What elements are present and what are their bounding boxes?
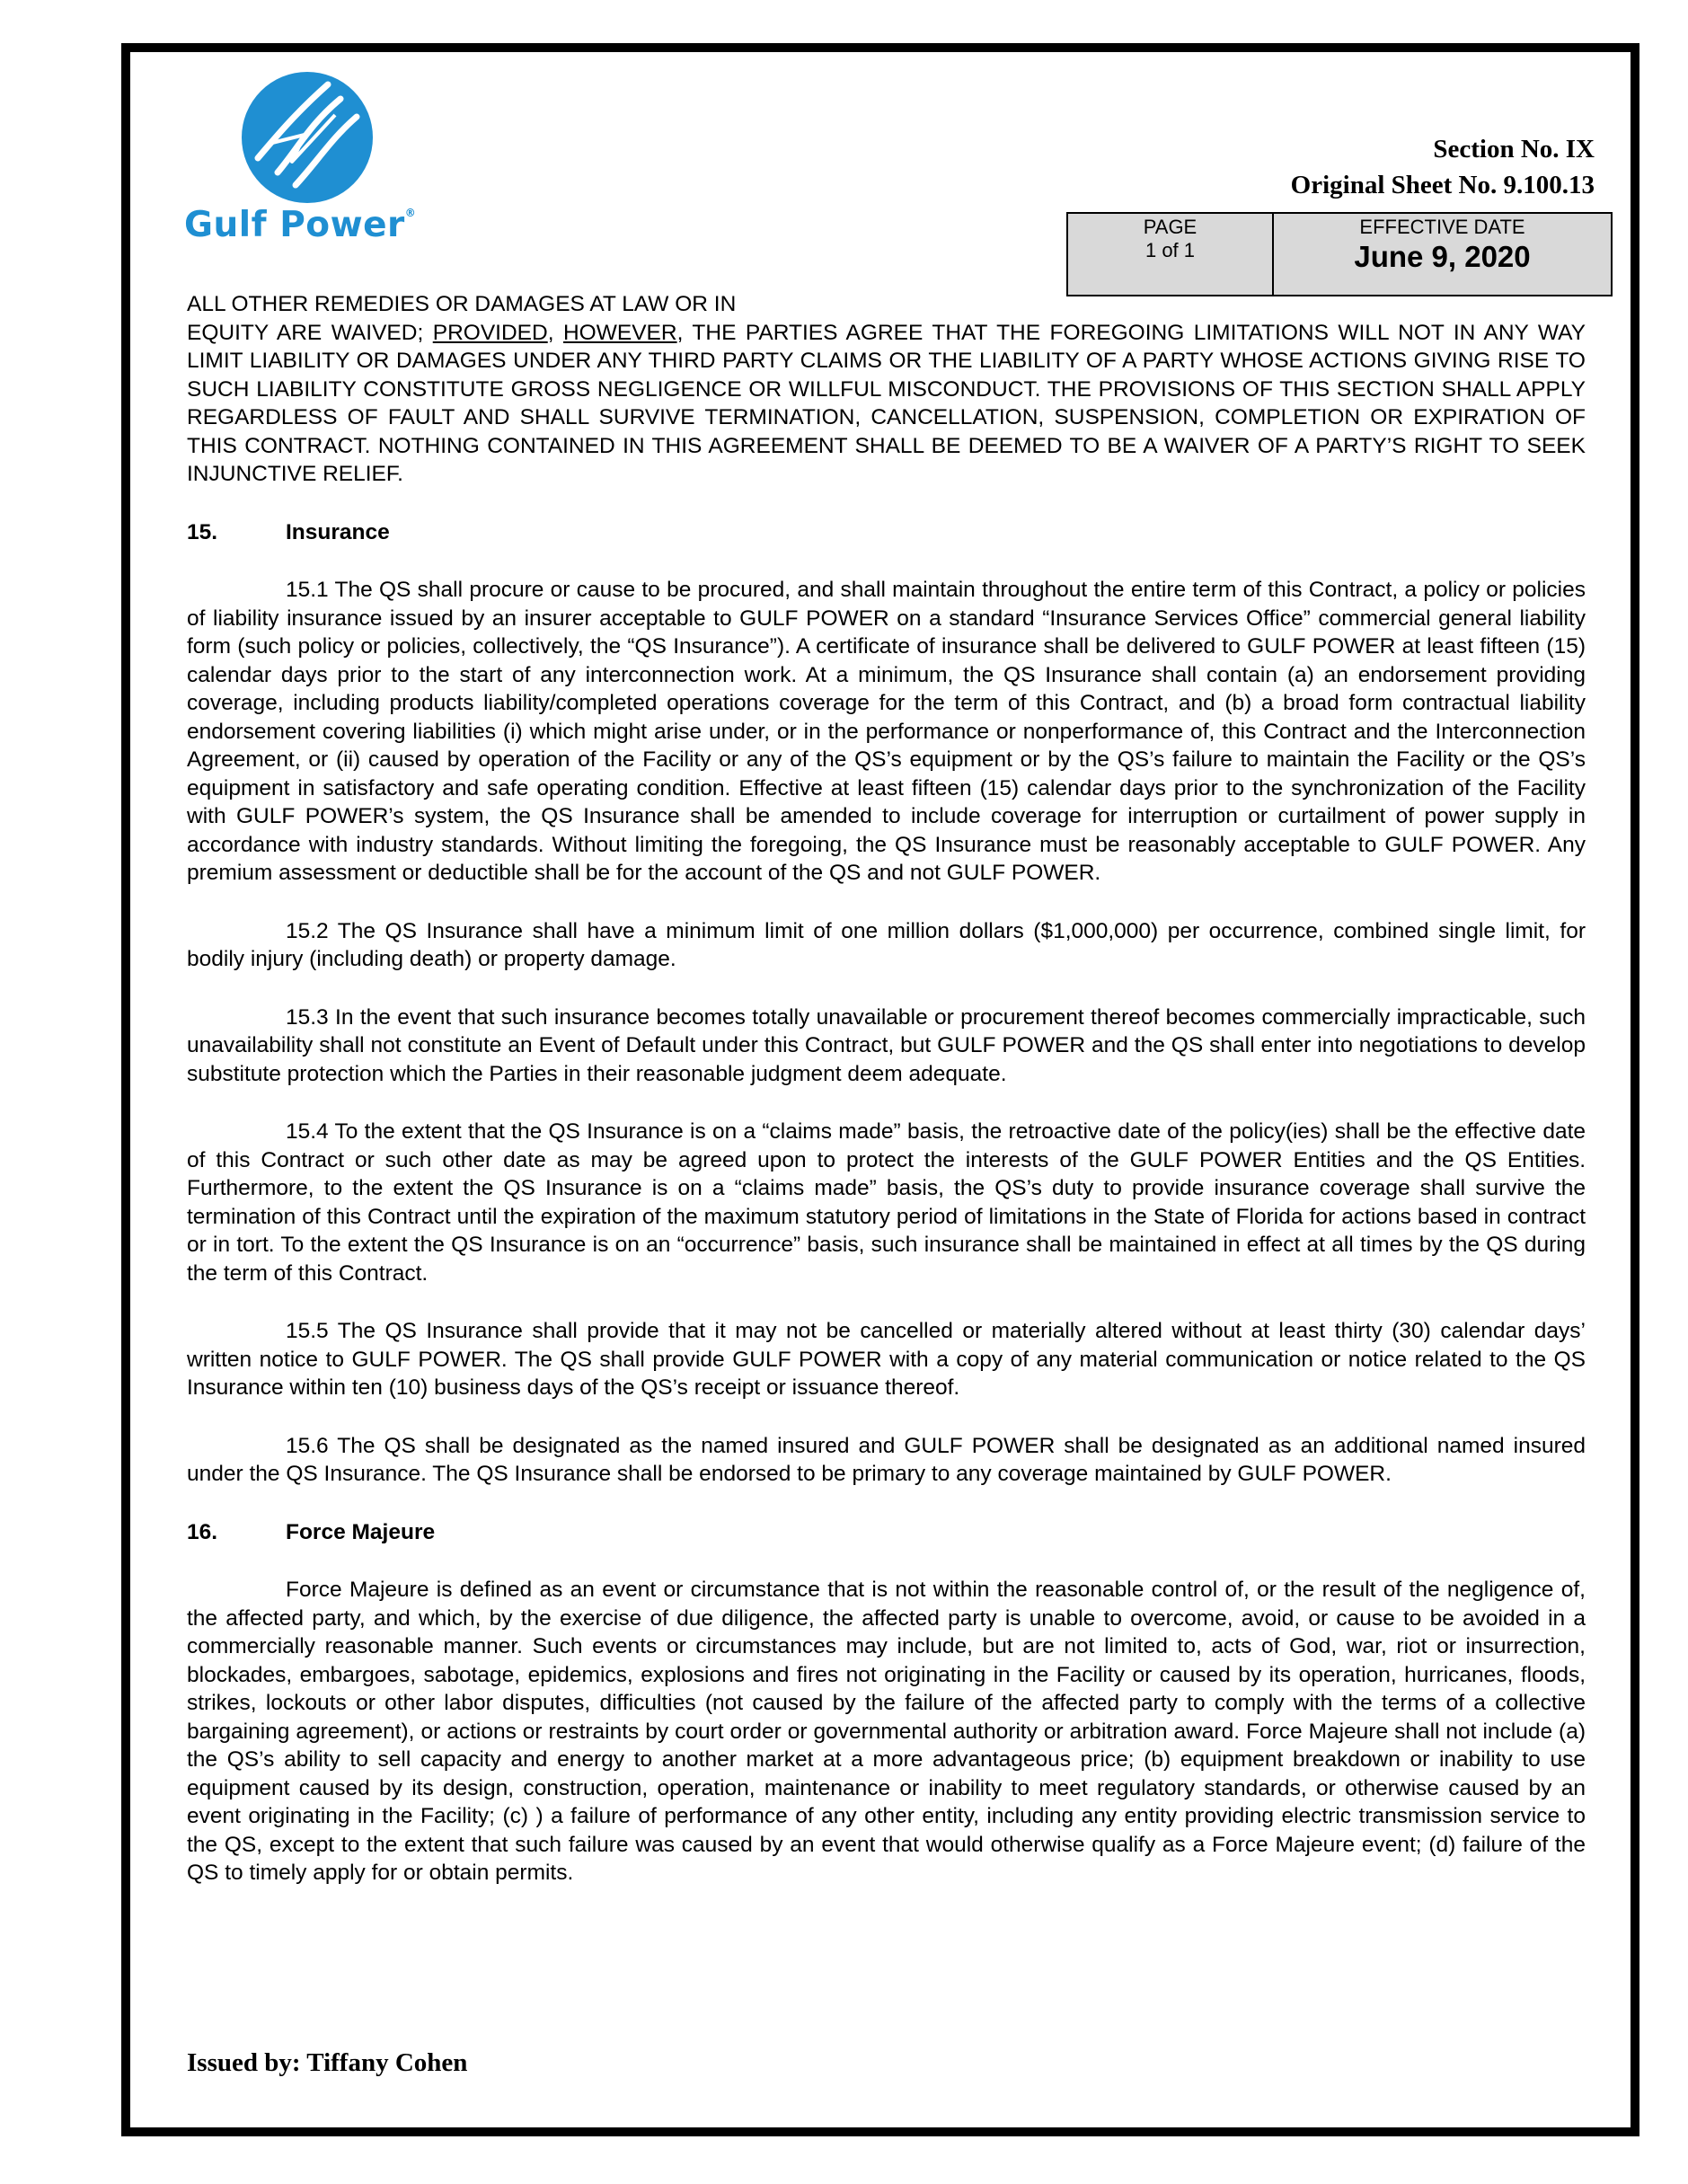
page-frame (121, 43, 1639, 2136)
however-term: HOWEVER (562, 320, 677, 345)
issued-by: Issued by: Tiffany Cohen (187, 2048, 468, 2077)
document-body (187, 290, 1586, 1888)
section-16-heading: 16. Force Majeure (187, 1519, 436, 1544)
page-info-table (1066, 212, 1613, 296)
paragraph-15-4: 15.4 To the extent that the QS Insurance is on a “claims made” basis, the retroactive date of the policy(ies) shall be the effective date of this Contract or such other date as may be agreed upon to protect the interests of the GULF POWER Entities and the QS Entities. Furthermore, to the extent the QS Insurance is on a “claims made” basis, the QS’s duty to provide insurance coverage shall survive the termination of this Contract until the expiration of the maximum statutory period of limitations in the State of Florida for actions based in contract or in tort. To the extent the QS Insurance is on an “occurrence” basis, such insurance shall be maintained in effect at all times by the QS during the term of this Contract. (187, 1119, 1586, 1286)
paragraph-15-2: 15.2 The QS Insurance shall have a minimum limit of one million dollars ($1,000,000) per occurrence, combined single limit, for bodily injury (including death) or property damage. (187, 918, 1586, 971)
section-number: Section No. IX (1433, 135, 1595, 164)
paragraph-15-5: 15.5 The QS Insurance shall provide that it may not be cancelled or materially altered without at least thirty (30) calendar days’ written notice to GULF POWER. The QS shall provide GULF POWER with a copy of any material communication or notice related to the QS Insurance within ten (10) business days of the QS’s receipt or issuance thereof. (187, 1319, 1586, 1400)
page-value: 1 of 1 (1144, 239, 1196, 261)
page-cell (1068, 214, 1274, 295)
page-label: PAGE (1143, 216, 1198, 238)
gulf-power-logo (184, 72, 561, 245)
effective-date-cell (1274, 214, 1611, 295)
provided-term: PROVIDED (432, 320, 548, 345)
effective-date-value: June 9, 2020 (1354, 240, 1531, 273)
paragraph-15-6: 15.6 The QS shall be designated as the named insured and GULF POWER shall be designated as an additional named insured under the QS Insurance. The QS Insurance shall be endorsed to be primary to any coverage maintained by GULF POWER. (187, 1433, 1586, 1486)
opening-line: ALL OTHER REMEDIES OR DAMAGES AT LAW OR IN (187, 292, 737, 316)
sheet-header (1291, 131, 1595, 203)
sheet-number: Original Sheet No. 9.100.13 (1290, 171, 1595, 199)
paragraph-15-3: 15.3 In the event that such insurance becomes totally unavailable or procurement thereof becomes commercially impracticable, such unavailability shall not constitute an Event of Default under this Contract, but GULF POWER and the QS shall enter into negotiations to develop substitute protection which the Parties in their reasonable judgment deem adequate. (187, 1004, 1586, 1086)
paragraph-15-1: 15.1 The QS shall procure or cause to be procured, and shall maintain throughout the entire term of this Contract, a policy or policies of liability insurance issued by an insurer acceptable to GULF POWER on a standard “Insurance Services Office” commercial general liability form (such policy or policies, collectively, the “QS Insurance”). A certificate of insurance shall be delivered to GULF POWER at least fifteen (15) calendar days prior to the start of any interconnection work. At a minimum, the QS Insurance shall contain (a) an endorsement providing coverage, including products liability/completed operations coverage for the term of this Contract, and (b) a broad form contractual liability endorsement covering liabilities (i) which might arise under, or in the performance or nonperformance of, this Contract and the Interconnection Agreement, or (ii) caused by operation of the Facility or any of the QS’s equipment or by the QS’s failure to maintain the Facility or the QS’s equipment in satisfactory and safe operating condition. Effective at least fifteen (15) calendar days prior to the synchronization of the Facility with GULF POWER’s system, the QS Insurance shall be amended to include coverage for interruption or curtailment of power supply in accordance with industry standards. Without limiting the foregoing, the QS Insurance must be reasonably acceptable to GULF POWER. Any premium assessment or deductible shall be for the account of the QS and not GULF POWER. (187, 578, 1586, 885)
effective-date-label: EFFECTIVE DATE (1359, 216, 1525, 238)
opening-paragraph: EQUITY ARE WAIVED; PROVIDED, HOWEVER, THE PARTIES AGREE THAT THE FOREGOING LIMITATIONS WILL NOT IN ANY WAY LIMIT LIABILITY OR DAMAGES UNDER ANY THIRD PARTY CLAIMS OR THE LIABILITY OF A PARTY WHOSE ACTIONS GIVING RISE TO SUCH LIABILITY CONSTITUTE GROSS NEGLIGENCE OR WILLFUL MISCONDUCT. THE PROVISIONS OF THIS SECTION SHALL APPLY REGARDLESS OF FAULT AND SHALL SURVIVE TERMINATION, CANCELLATION, SUSPENSION, COMPLETION OR EXPIRATION OF THIS CONTRACT. NOTHING CONTAINED IN THIS AGREEMENT SHALL BE DEEMED TO BE A WAIVER OF A PARTY’S RIGHT TO SEEK INJUNCTIVE RELIEF. (187, 320, 1586, 486)
section-15-heading: 15. Insurance (187, 519, 390, 544)
logo-circle-icon (242, 72, 373, 203)
paragraph-16: Force Majeure is defined as an event or circumstance that is not within the reasonable control of, or the result of the negligence of, the affected party, and which, by the exercise of due diligence, the affected party is unable to overcome, avoid, or cause to be avoided in a commercially reasonable manner. Such events or circumstances may include, but are not limited to, acts of God, war, riot or insurrection, blockades, embargoes, sabotage, epidemics, explosions and fires not originating in the Facility or caused by its operation, hurricanes, floods, strikes, lockouts or other labor disputes, difficulties (not caused by the failure of the affected party to comply with the terms of a collective bargaining agreement), or actions or restraints by court order or governmental authority or arbitration award. Force Majeure shall not include (a) the QS’s ability to sell capacity and energy to another market at a more advantageous price; (b) equipment breakdown or inability to use equipment caused by its design, construction, operation, maintenance or inability to meet regulatory standards, or otherwise caused by an event originating in the Facility; (c) ) a failure of performance of any other entity, including any entity providing electric transmission service to the QS, except to the extent that such failure was caused by an event that would otherwise qualify as a Force Majeure event; (d) failure of the QS to timely apply for or obtain permits. (187, 1578, 1586, 1885)
logo-wordmark: Gulf Power® (184, 205, 417, 245)
